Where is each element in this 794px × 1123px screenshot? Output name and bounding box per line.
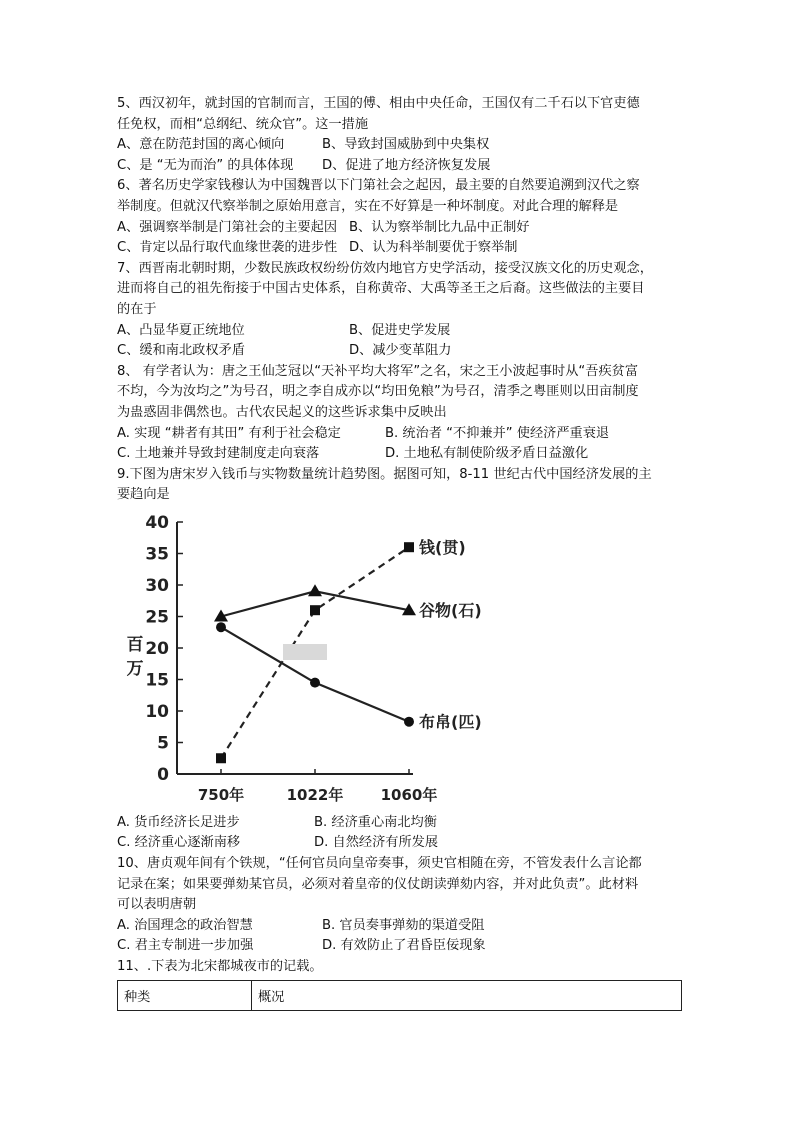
question-stem: 记录在案；如果要弹劾某官员，必须对着皇帝的仪仗朗读弹劾内容，并对此负责”。此材料 — [117, 876, 639, 892]
scan-smudge — [283, 644, 327, 660]
y-tick-label: 40 — [145, 512, 169, 533]
option-b: B、导致封国威胁到中央集权 — [322, 137, 490, 153]
question-stem: 为蛊惑固非偶然也。古代农民起义的这些诉求集中反映出 — [117, 404, 447, 420]
y-tick-label: 5 — [157, 733, 169, 754]
series-label: 布帛(匹) — [419, 712, 482, 732]
question-stem: 可以表明唐朝 — [117, 897, 197, 913]
table-header-category: 种类 — [118, 980, 252, 1010]
question-stem: 要趋向是 — [117, 487, 170, 503]
option-row — [117, 833, 682, 854]
question-5 — [117, 94, 682, 176]
table-header-overview: 概况 — [252, 980, 682, 1010]
option-a: A、强调察举制是门第社会的主要起因 — [117, 219, 338, 235]
question-stem: 6、著名历史学家钱穆认为中国魏晋以下门第社会之起因，最主要的自然要追溯到汉代之察 — [117, 178, 640, 194]
option-a: A. 实现 “耕者有其田” 有利于社会稳定 — [117, 425, 341, 441]
data-point-triangle — [308, 584, 322, 596]
option-a: A. 治国理念的政治智慧 — [117, 917, 253, 933]
option-c: C. 经济重心逐渐南移 — [117, 835, 241, 851]
option-b: B、促进史学发展 — [349, 322, 451, 338]
series-line — [221, 627, 409, 722]
question-9 — [117, 465, 682, 854]
option-d: D. 有效防止了君昏臣佞现象 — [322, 938, 486, 954]
option-b: B. 统治者 “不抑兼并” 使经济严重衰退 — [385, 425, 610, 441]
data-point-square — [310, 605, 320, 615]
option-row — [117, 444, 682, 465]
question-8 — [117, 362, 682, 465]
x-tick-label: 750年 — [197, 785, 245, 804]
question-11 — [117, 957, 682, 1011]
option-row — [117, 916, 682, 937]
option-a: A、凸显华夏正统地位 — [117, 322, 245, 338]
option-b: B、认为察举制比九品中正制好 — [349, 219, 530, 235]
data-point-circle — [404, 717, 414, 727]
option-b: B. 经济重心南北均衡 — [314, 814, 437, 830]
question-7 — [117, 259, 682, 362]
exam-page — [117, 94, 682, 1011]
question-stem: 任免权，而相“总纲纪、统众官”。这一措施 — [117, 116, 369, 132]
question-stem: 5、西汉初年，就封国的官制而言，王国的傅、相由中央任命，王国仅有二千石以下官吏德 — [117, 96, 640, 111]
y-tick-label: 35 — [145, 544, 169, 565]
data-point-circle — [216, 622, 226, 632]
option-row — [117, 156, 682, 177]
y-tick-label: 30 — [145, 575, 169, 596]
question-stem: 11、.下表为北宋都城夜市的记载。 — [117, 959, 323, 975]
y-tick-label: 20 — [145, 638, 169, 659]
question-10 — [117, 854, 682, 957]
line-chart-svg — [113, 508, 503, 813]
x-tick-label: 1060年 — [380, 785, 438, 804]
option-row — [117, 936, 682, 957]
y-tick-label: 10 — [145, 701, 169, 722]
y-axis-label: 万 — [126, 658, 144, 679]
table-header-row — [118, 980, 682, 1010]
option-c: C. 君主专制进一步加强 — [117, 938, 254, 954]
option-c: C、缓和南北政权矛盾 — [117, 343, 245, 359]
question-stem: 7、西晋南北朝时期，少数民族政权纷纷仿效内地官方史学活动，接受汉族文化的历史观念， — [117, 260, 653, 276]
revenue-trend-chart — [113, 508, 503, 813]
option-a: A. 货币经济长足进步 — [117, 814, 240, 830]
option-a: A、意在防范封国的离心倾向 — [117, 137, 285, 153]
option-d: D. 土地私有制使阶级矛盾日益激化 — [385, 446, 589, 462]
question-stem: 不均，今为汝均之”为号召，明之李自成亦以“均田免粮”为号召，清季之粤匪则以田亩制度 — [117, 384, 639, 400]
y-axis-label: 百 — [126, 634, 144, 655]
question-stem: 9.下图为唐宋岁入钱币与实物数量统计趋势图。据图可知，8-11 世纪古代中国经济发展的主 — [117, 466, 652, 482]
question-stem: 的在于 — [117, 301, 157, 317]
option-d: D. 自然经济有所发展 — [314, 835, 439, 851]
series-label: 钱(贯) — [419, 538, 466, 558]
option-row — [117, 813, 682, 834]
option-row — [117, 135, 682, 156]
option-c: C、是 “无为而治” 的具体体现 — [117, 157, 294, 173]
question-6 — [117, 176, 682, 258]
option-row — [117, 321, 682, 342]
y-tick-label: 15 — [145, 670, 169, 691]
option-c: C、肯定以品行取代血缘世袭的进步性 — [117, 240, 338, 256]
option-row — [117, 218, 682, 239]
night-market-table — [117, 980, 682, 1011]
option-d: D、认为科举制要优于察举制 — [349, 240, 518, 256]
data-point-circle — [310, 678, 320, 688]
option-d: D、促进了地方经济恢复发展 — [322, 157, 491, 173]
option-d: D、减少变革阻力 — [349, 343, 452, 359]
question-stem: 进而将自己的祖先衔接于中国古史体系，自称黄帝、大禹等圣王之后裔。这些做法的主要目 — [117, 281, 645, 297]
option-row — [117, 424, 682, 445]
question-stem: 举制度。但就汉代察举制之原始用意言，实在不好算是一种坏制度。对此合理的解释是 — [117, 198, 619, 214]
option-b: B. 官员奏事弹劾的渠道受阻 — [322, 917, 485, 933]
option-row — [117, 238, 682, 259]
option-row — [117, 341, 682, 362]
option-c: C. 土地兼并导致封建制度走向衰落 — [117, 446, 320, 462]
data-point-square — [404, 542, 414, 552]
x-tick-label: 1022年 — [286, 785, 344, 804]
y-tick-label: 0 — [157, 764, 169, 785]
data-point-square — [216, 753, 226, 763]
question-stem: 10、唐贞观年间有个铁规，“任何官员向皇帝奏事，须史官相随在旁，不管发表什么言论都 — [117, 856, 642, 872]
series-label: 谷物(石) — [419, 601, 482, 621]
question-stem: 8、 有学者认为：唐之王仙芝冠以“天补平均大将军”之名，宋之王小波起事时从“吾疾贫富 — [117, 363, 639, 379]
y-tick-label: 25 — [145, 607, 169, 628]
